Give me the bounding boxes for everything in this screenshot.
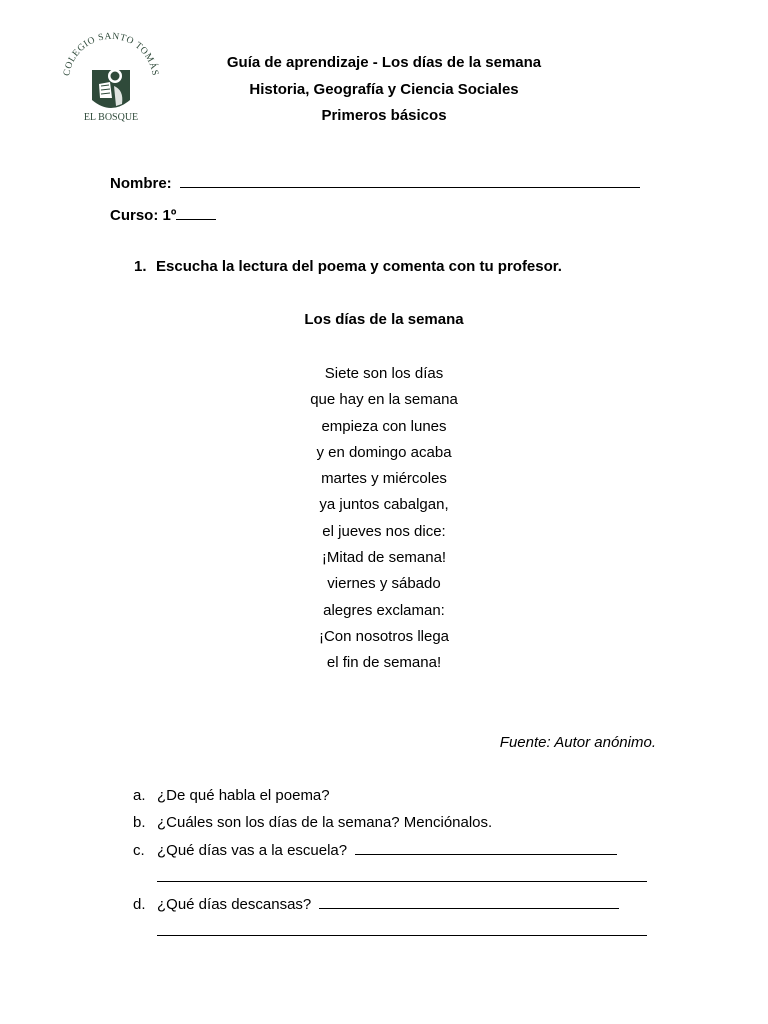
curso-label: Curso: 1º [110,207,177,224]
header-level: Primeros básicos [321,107,447,124]
questions-list [133,786,653,948]
question-letter: b. [133,814,146,831]
poem-line: que hay en la semana [310,391,458,409]
question-letter: c. [133,842,145,859]
instruction-number: 1. [134,258,147,275]
header-title: Guía de aprendizaje - Los días de la semana [226,54,542,71]
poem-title: Los días de la semana [304,311,464,328]
question-c-continuation [133,867,653,894]
instruction-text: Escucha la lectura del poema y comenta con tu profesor. [156,258,562,275]
nombre-field [110,173,640,192]
poem-body [0,364,768,680]
poem-line: martes y miércoles [321,470,447,488]
poem-source: Fuente: Autor anónimo. [499,734,656,751]
poem-line: empieza con lunes [321,417,447,435]
poem-line: ya juntos cabalgan, [319,496,449,514]
crest-figure-icon [92,69,130,108]
logo-bottom-text: EL BOSQUE [83,112,139,123]
question-text: ¿Qué días descansas? [157,896,312,913]
poem-line: el fin de semana! [326,654,442,672]
poem-line: alegres exclaman: [323,601,445,619]
document-header [150,52,618,132]
question-d [133,894,653,921]
logo-arc-text: COLEGIO SANTO TOMÁS [62,31,160,77]
answer-blank-line[interactable] [355,840,617,855]
question-text: ¿De qué habla el poema? [157,787,330,804]
poem-line: ¡Con nosotros llega [318,627,450,645]
instruction-1 [134,258,562,275]
nombre-label: Nombre: [110,175,172,192]
poem-line: el jueves nos dice: [322,522,446,540]
poem-line: y en domingo acaba [316,443,452,461]
poem-line: viernes y sábado [327,575,441,593]
question-text: ¿Cuáles son los días de la semana? Menciónalos. [157,814,493,831]
question-a [133,786,653,813]
header-subject: Historia, Geografía y Ciencia Sociales [249,80,519,98]
question-text: ¿Qué días vas a la escuela? [157,842,348,859]
poem-line: Siete son los días [324,365,444,382]
curso-field [110,205,216,224]
poem-line: ¡Mitad de semana! [321,549,447,567]
answer-blank-line[interactable] [157,867,647,882]
question-b [133,813,653,840]
answer-blank-line[interactable] [157,921,647,936]
question-letter: d. [133,896,146,913]
answer-blank-line[interactable] [319,894,619,909]
question-c [133,840,653,867]
question-letter: a. [133,787,146,804]
question-d-continuation [133,921,653,948]
curso-blank-line[interactable] [176,205,216,220]
nombre-blank-line[interactable] [180,173,640,188]
